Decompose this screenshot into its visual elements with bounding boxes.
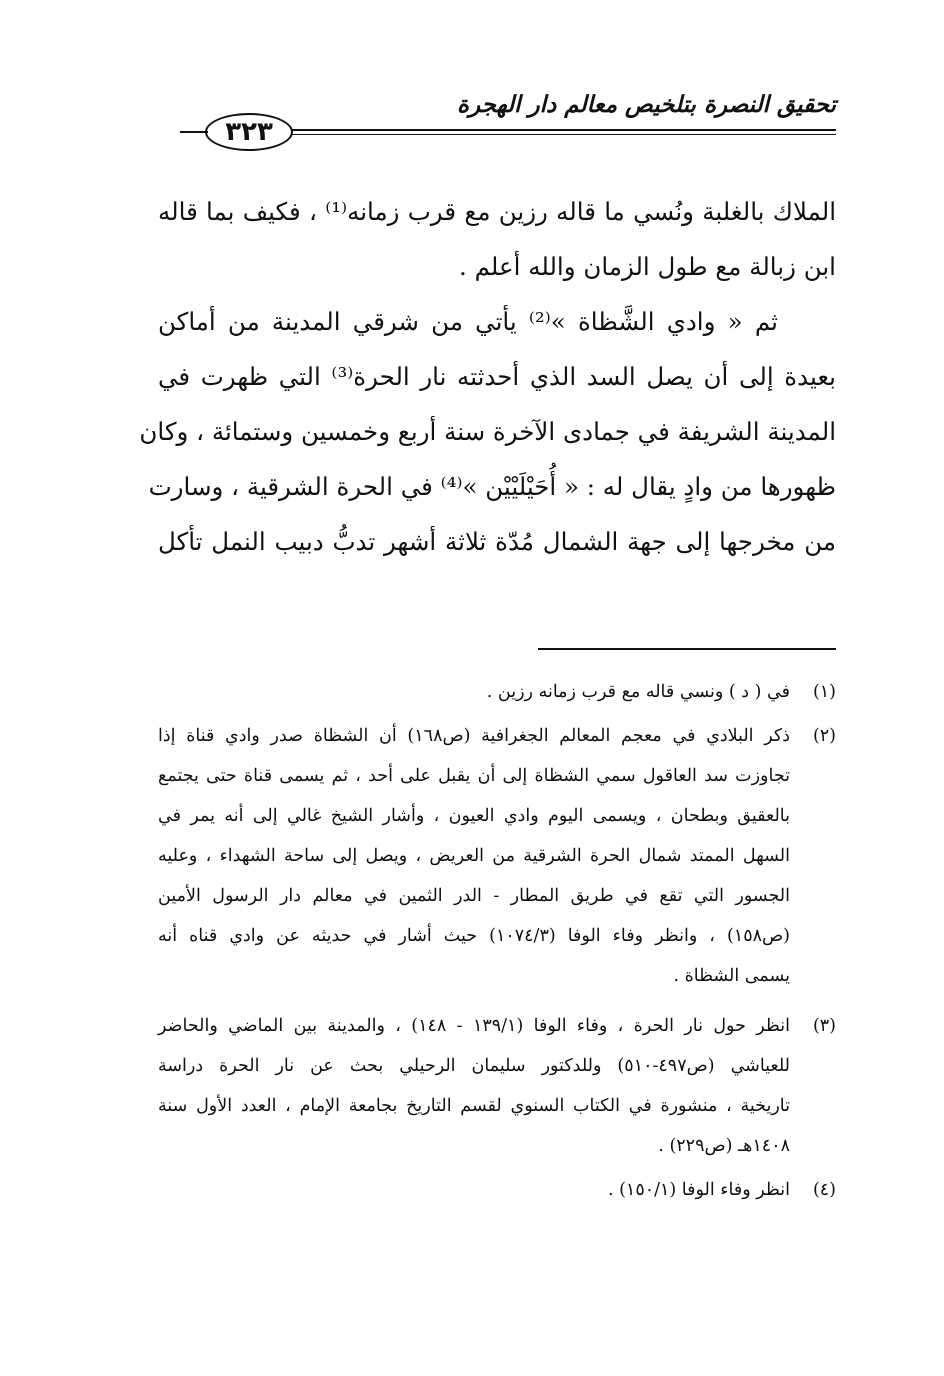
footnote-number: (٢)	[812, 726, 836, 746]
footnote-line: يسمى الشظاة .	[673, 966, 790, 986]
footnote-line: ١٤٠٨هـ (ص٢٢٩) .	[658, 1136, 790, 1156]
footnote-separator	[538, 648, 836, 650]
footnote-line: تاريخية ، منشورة في الكتاب السنوي لقسم التاريخ بجامعة الإمام ، العدد الأول سنة	[158, 1096, 790, 1116]
footnote-4	[158, 1170, 836, 1210]
footnotes	[158, 672, 836, 1214]
body-line: ثم « وادي الشَّظاة »⁽²⁾ يأتي من شرقي المدينة من أماكن	[158, 307, 778, 336]
header-rule-left	[180, 131, 208, 133]
page-number: ٣٢٣	[205, 113, 293, 151]
footnote-1	[158, 672, 836, 712]
footnote-line: للعياشي (ص٤٩٧-٥١٠) وللدكتور سليمان الرحيلي بحث عن نار الحرة دراسة	[158, 1056, 791, 1076]
footnote-line: انظر وفاء الوفا (١٥٠/١) .	[607, 1180, 790, 1200]
footnote-number: (١)	[812, 682, 836, 702]
footnote-2	[158, 716, 836, 996]
footnote-3	[158, 1006, 836, 1166]
body-line: من مخرجها إلى جهة الشمال مُدّة ثلاثة أشهر تدبُّ دبيب النمل تأكل	[158, 527, 836, 556]
footnote-line: انظر حول نار الحرة ، وفاء الوفا (١٣٩/١ - ١٤٨) ، والمدينة بين الماضي والحاضر	[158, 1016, 791, 1036]
body-line: ظهورها من وادٍ يقال له : « أُحَيْلَيْيْن »⁽⁴⁾ في الحرة الشرقية ، وسارت	[148, 472, 836, 501]
footnote-number: (٣)	[812, 1016, 836, 1036]
body-line: بعيدة إلى أن يصل السد الذي أحدثته نار الحرة⁽³⁾ التي ظهرت في	[158, 362, 836, 391]
footnote-line: الجسور التي تقع في طريق المطار - الدر الثمين في معالم دار الرسول الأمين	[158, 886, 790, 906]
body-line: الملاك بالغلبة ونُسي ما قاله رزين مع قرب زمانه⁽¹⁾ ، فكيف بما قاله	[158, 197, 837, 226]
header-rule-thin	[292, 134, 836, 135]
running-header-title: تحقيق النصرة بتلخيص معالم دار الهجرة	[456, 91, 836, 118]
body-line: المدينة الشريفة في جمادى الآخرة سنة أربع وخمسين وستمائة ، وكان	[139, 417, 836, 446]
body-line: ابن زبالة مع طول الزمان والله أعلم .	[459, 252, 836, 281]
footnote-line: السهل الممتد شمال الحرة الشرقية من العريض ، ويصل إلى ساحة الشهداء ، وعليه	[158, 846, 790, 866]
footnote-line: بالعقيق وبطحان ، ويسمى اليوم وادي العيون ، وأشار الشيخ غالي إلى أنه يمر في	[158, 806, 790, 826]
footnote-number: (٤)	[812, 1180, 836, 1200]
body-text	[139, 184, 837, 569]
footnote-line: تجاوزت سد العاقول سمي الشظاة إلى أن يقبل على أحد ، ثم يسمى قناة حتى يجتمع	[158, 766, 790, 786]
footnote-line: ذكر البلادي في معجم المعالم الجغرافية (ص١٦٨) أن الشظاة صدر وادي قناة إذا	[158, 726, 790, 746]
footnote-line: في ( د ) ونسي قاله مع قرب زمانه رزين .	[486, 682, 790, 702]
footnote-line: (ص١٥٨) ، وانظر وفاء الوفا (١٠٧٤/٣) حيث أشار في حديثه عن وادي قناه أنه	[158, 926, 790, 946]
header-rule-thick	[292, 129, 836, 131]
